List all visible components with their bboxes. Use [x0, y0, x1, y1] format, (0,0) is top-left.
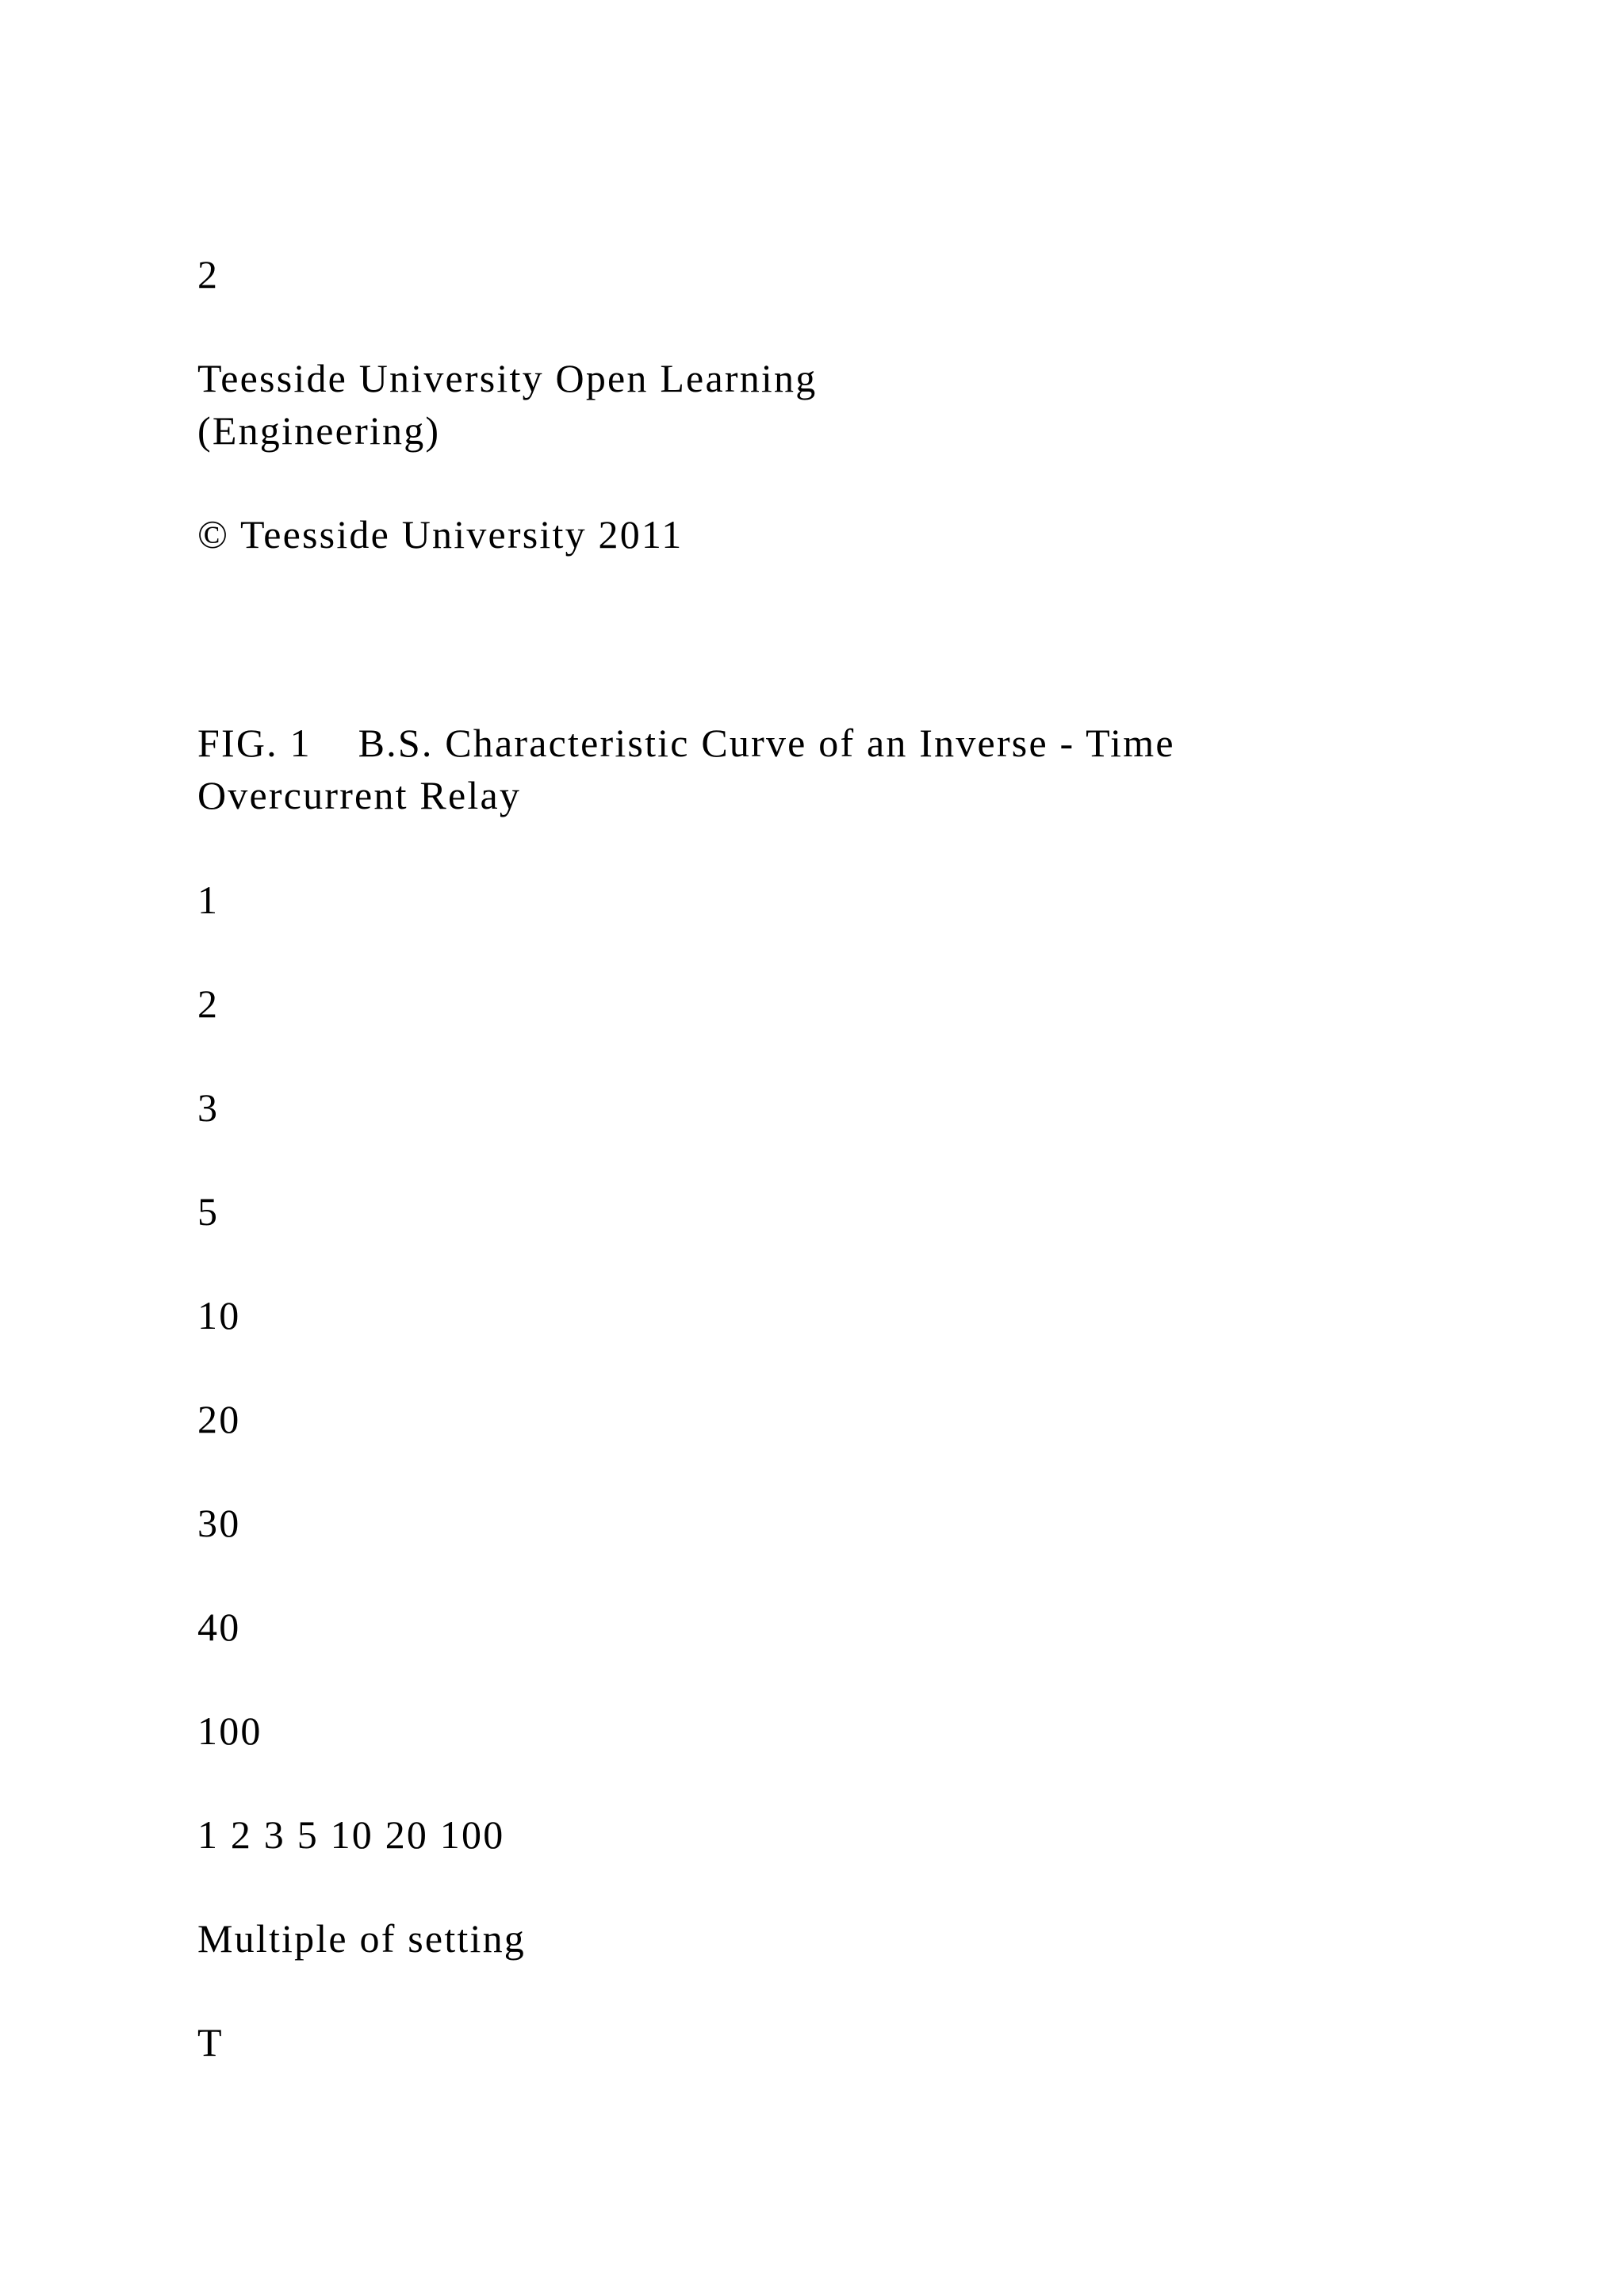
y-axis-tick: 100: [197, 1709, 262, 1753]
y-axis-tick: 5: [197, 1189, 220, 1234]
y-axis-label: T: [197, 2020, 224, 2064]
page-number: 2: [197, 252, 220, 297]
copyright-notice: © Teesside University 2011: [197, 512, 684, 557]
institution-department: (Engineering): [197, 408, 441, 453]
y-axis-tick: 20: [197, 1397, 241, 1441]
y-axis-tick: 1: [197, 878, 220, 922]
y-axis-tick: 10: [197, 1293, 241, 1337]
y-axis-tick: 3: [197, 1085, 220, 1130]
institution-name: Teesside University Open Learning: [197, 356, 818, 400]
x-axis-ticks: 1 2 3 5 10 20 100: [197, 1812, 505, 1857]
figure-caption-continued: Overcurrent Relay: [197, 773, 522, 817]
y-axis-tick: 2: [197, 982, 220, 1026]
y-axis-tick: 30: [197, 1501, 241, 1545]
figure-caption: FIG. 1 B.S. Characteristic Curve of an Inverse - Time: [197, 721, 1175, 765]
y-axis-tick: 40: [197, 1605, 241, 1649]
x-axis-label: Multiple of setting: [197, 1916, 526, 1961]
